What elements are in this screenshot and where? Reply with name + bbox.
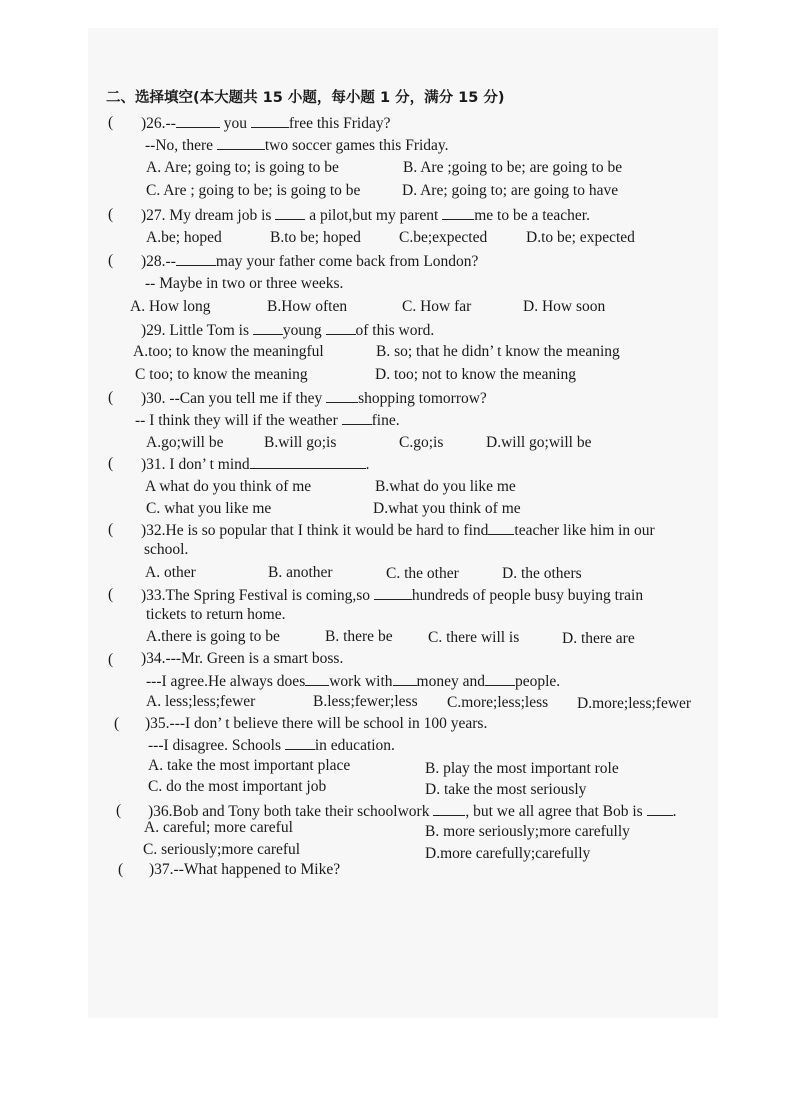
question-30-option-c: C.go;is bbox=[399, 434, 444, 451]
question-33-option-b: B. there be bbox=[325, 628, 393, 645]
question-26-option-a: A. Are; going to; is going to be bbox=[146, 159, 339, 176]
question-31-stem: )31. I don’ t mind . bbox=[141, 456, 370, 473]
answer-paren: ( bbox=[108, 521, 114, 538]
question-35-option-c: C. do the most important job bbox=[148, 778, 327, 795]
question-34-option-c: C.more;less;less bbox=[447, 694, 549, 711]
question-33-stem-cont: tickets to return home. bbox=[146, 606, 286, 623]
question-36-option-a: A. careful; more careful bbox=[144, 819, 293, 836]
question-35-option-a: A. take the most important place bbox=[148, 757, 351, 774]
question-36-option-c: C. seriously;more careful bbox=[143, 841, 301, 858]
answer-paren: ( bbox=[108, 252, 114, 269]
answer-paren: ( bbox=[108, 586, 114, 603]
question-32-option-c: C. the other bbox=[386, 565, 459, 582]
question-32-stem: )32.He is so popular that I think it would be hard to find teacher like him in our bbox=[141, 522, 655, 539]
question-31-option-b: B.what do you like me bbox=[375, 478, 516, 495]
question-30-option-d: D.will go;will be bbox=[486, 434, 592, 451]
question-28-option-b: B.How often bbox=[267, 298, 348, 315]
question-27-option-d: D.to be; expected bbox=[526, 229, 635, 246]
question-31-option-a: A what do you think of me bbox=[145, 478, 312, 495]
question-27-option-c: C.be;expected bbox=[399, 229, 488, 246]
question-32-option-d: D. the others bbox=[502, 565, 582, 582]
answer-paren: ( bbox=[108, 389, 114, 406]
question-35-reply: ---I disagree. Schools in education. bbox=[148, 737, 395, 754]
question-29-option-d: D. too; not to know the meaning bbox=[375, 366, 577, 383]
question-33-option-c: C. there will is bbox=[428, 629, 520, 646]
question-26-option-d: D. Are; going to; are going to have bbox=[402, 182, 619, 199]
question-27-stem: )27. My dream job is a pilot,but my parent me to be a teacher. bbox=[141, 207, 590, 224]
question-30-option-a: A.go;will be bbox=[146, 434, 224, 451]
answer-paren: ( bbox=[114, 715, 120, 732]
question-34-reply: ---I agree.He always does work with money and people. bbox=[146, 673, 561, 690]
question-29-option-c: C too; to know the meaning bbox=[135, 366, 308, 383]
question-37-stem: )37.--What happened to Mike? bbox=[149, 861, 341, 878]
question-34-option-a: A. less;less;fewer bbox=[146, 693, 256, 710]
question-29-option-a: A.too; to know the meaningful bbox=[133, 343, 324, 360]
answer-paren: ( bbox=[108, 455, 114, 472]
question-26-option-c: C. Are ; going to be; is going to be bbox=[146, 182, 361, 199]
question-29-stem: )29. Little Tom is young of this word. bbox=[141, 322, 435, 339]
question-28-option-d: D. How soon bbox=[523, 298, 606, 315]
question-33-option-a: A.there is going to be bbox=[146, 628, 280, 645]
question-29-option-b: B. so; that he didn’ t know the meaning bbox=[376, 343, 620, 360]
question-33-stem: )33.The Spring Festival is coming,so hundreds of people busy buying train bbox=[141, 587, 644, 604]
question-35-option-d: D. take the most seriously bbox=[425, 781, 587, 798]
question-34-option-d: D.more;less;fewer bbox=[577, 695, 692, 712]
question-26-stem: )26.-- you free this Friday? bbox=[141, 115, 391, 132]
answer-paren: ( bbox=[108, 206, 114, 223]
question-30-reply: -- I think they will if the weather fine. bbox=[135, 412, 400, 429]
question-35-option-b: B. play the most important role bbox=[425, 760, 619, 777]
question-31-option-c: C. what you like me bbox=[146, 500, 272, 517]
question-28-option-c: C. How far bbox=[402, 298, 472, 315]
question-27-option-b: B.to be; hoped bbox=[270, 229, 361, 246]
answer-paren: ( bbox=[118, 861, 124, 878]
question-34-stem: )34.---Mr. Green is a smart boss. bbox=[141, 650, 344, 667]
section-title: 二、选择填空(本大题共 15 小题，每小题 1 分，满分 15 分) bbox=[106, 90, 505, 106]
question-26-option-b: B. Are ;going to be; are going to be bbox=[403, 159, 623, 176]
question-30-stem: )30. --Can you tell me if they shopping tomorrow? bbox=[141, 390, 487, 407]
answer-paren: ( bbox=[108, 114, 114, 131]
question-35-stem: )35.---I don’ t believe there will be school in 100 years. bbox=[145, 715, 488, 732]
question-32-stem-cont: school. bbox=[144, 541, 189, 558]
question-32-option-a: A. other bbox=[145, 564, 196, 581]
question-28-stem: )28.-- may your father come back from London? bbox=[141, 253, 479, 270]
question-28-reply: -- Maybe in two or three weeks. bbox=[145, 275, 344, 292]
question-31-option-d: D.what you think of me bbox=[373, 500, 521, 517]
question-32-option-b: B. another bbox=[268, 564, 333, 581]
question-36-option-d: D.more carefully;carefully bbox=[425, 845, 591, 862]
question-30-option-b: B.will go;is bbox=[264, 434, 337, 451]
answer-paren: ( bbox=[108, 651, 114, 668]
question-27-option-a: A.be; hoped bbox=[146, 229, 222, 246]
question-28-option-a: A. How long bbox=[130, 298, 211, 315]
question-36-stem: )36.Bob and Tony both take their schoolwork , but we all agree that Bob is . bbox=[148, 803, 677, 820]
answer-paren: ( bbox=[116, 802, 122, 819]
question-36-option-b: B. more seriously;more carefully bbox=[425, 823, 630, 840]
question-33-option-d: D. there are bbox=[562, 630, 635, 647]
question-34-option-b: B.less;fewer;less bbox=[313, 693, 418, 710]
question-26-reply: --No, there two soccer games this Friday. bbox=[145, 137, 449, 154]
